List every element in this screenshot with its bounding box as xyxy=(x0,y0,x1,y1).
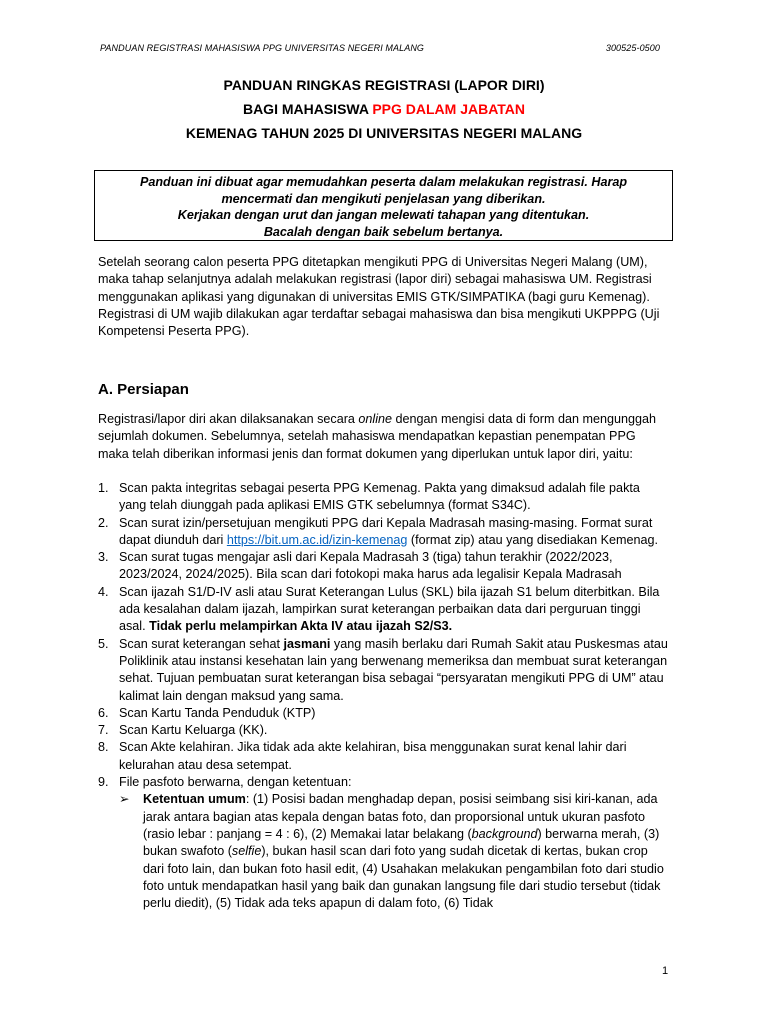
list-number: 4. xyxy=(98,584,109,599)
page-number: 1 xyxy=(662,965,669,977)
list-text-part: yang masih berlaku dari Rumah Sakit atau Puskesmas atau Poliklinik atau instansi kesehatan lain yang berwenang memeriksa dan membuat surat keterangan sehat. Tujuan pembuatan surat keterangan bisa sebagai “persyaratan mengikuti PPG di UM” atau kalimat lain dengan maksud yang sama. xyxy=(119,636,668,703)
list-number: 2. xyxy=(98,515,109,530)
running-header xyxy=(100,43,660,53)
sub-list-text xyxy=(143,791,670,912)
list-number: 6. xyxy=(98,705,109,720)
section-a-text-1: Registrasi/lapor diri akan dilaksanakan secara xyxy=(98,412,359,426)
list-text: Scan Kartu Tanda Penduduk (KTP) xyxy=(119,705,316,720)
list-number: 3. xyxy=(98,550,109,565)
section-a-text-2: dengan mengisi data di form dan mengunggah sejumlah dokumen. Sebelumnya, setelah mahasiswa mendapatkan kepastian penempatan PPG maka telah diberikan informasi jenis dan format dokumen yang diperlukan untuk lapor diri, yaitu: xyxy=(98,412,656,461)
title-line-2-highlight: PPG DALAM JABATAN xyxy=(372,101,526,117)
list-item xyxy=(98,705,670,722)
sub-list-item xyxy=(119,791,670,912)
list-text: Scan Akte kelahiran. Jika tidak ada akte kelahiran, bisa menggunakan surat kenal lahir dari kelurahan atau desa setempat. xyxy=(119,740,627,772)
list-text: Scan surat tugas mengajar asli dari Kepala Madrasah 3 (tiga) tahun terakhir (2022/2023, 2023/2024, 2024/2025). Bila scan dari fotokopi maka harus ada legalisir Kepala Madrasah xyxy=(119,550,622,582)
list-item xyxy=(98,549,670,584)
list-text xyxy=(119,636,670,705)
list-number: 1. xyxy=(98,481,109,495)
list-number: 9. xyxy=(98,775,109,790)
list-text-bold: Tidak perlu melampirkan Akta IV atau ijazah S2/S3. xyxy=(149,619,453,634)
section-a-paragraph xyxy=(98,411,668,463)
list-text xyxy=(119,515,670,550)
list-text xyxy=(119,584,670,636)
intro-paragraph: Setelah seorang calon peserta PPG ditetapkan mengikuti PPG di Universitas Negeri Malang (UM), maka tahap selanjutnya adalah melakukan registrasi (lapor diri) sebagai mahasiswa UM. Registrasi menggunakan aplikasi yang digunakan di universitas EMIS GTK/SIMPATIKA (bagi guru Kemenag). Registrasi di UM wajib dilakukan agar terdaftar sebagai mahasiswa dan bisa mengikuti UKPPPG (Uji Kompetensi Peserta PPG). xyxy=(98,255,660,339)
list-number: 7. xyxy=(98,723,109,738)
list-text-part: Scan surat keterangan sehat xyxy=(119,636,284,651)
izin-kemenag-link[interactable]: https://bit.um.ac.id/izin-kemenag xyxy=(226,532,408,547)
title-line-1: PANDUAN RINGKAS REGISTRASI (LAPOR DIRI) xyxy=(223,77,545,93)
sub-list-em: background xyxy=(471,826,538,841)
notice-line-1: Panduan ini dibuat agar memudahkan peserta dalam melakukan registrasi. Harap xyxy=(139,175,628,189)
list-text xyxy=(119,774,670,912)
list-number: 5. xyxy=(98,636,109,651)
list-text: Scan Kartu Keluarga (KK). xyxy=(119,723,268,738)
sub-list-bold: Ketentuan umum xyxy=(143,792,246,807)
document-list xyxy=(98,480,670,912)
section-a-heading: A. Persiapan xyxy=(98,381,189,398)
notice-line-2: mencermati dan mengikuti penjelasan yang diberikan. xyxy=(221,191,546,206)
sub-list-part: ), bukan hasil scan dari foto yang sudah dicetak di kertas, bukan crop dari foto lain, dan bukan foto hasil edit, (4) Usahakan melakukan pengambilan foto dari studio foto untuk mendapatkan hasil yang baik dan gunakan langsung file dari studio tersebut (tidak perlu diedit), (5) Tidak ada teks apapun di dalam foto, (6) Tidak xyxy=(143,844,664,911)
list-number: 8. xyxy=(98,740,109,755)
list-text-part: File pasfoto berwarna, dengan ketentuan: xyxy=(119,775,352,790)
section-a-online: online xyxy=(358,412,393,426)
list-text-part: Scan surat izin/persetujuan mengikuti PPG dari Kepala Madrasah masing-masing. Format surat dapat diunduh dari xyxy=(119,515,653,547)
list-item xyxy=(98,722,670,739)
list-text-bold: jasmani xyxy=(283,636,331,651)
sub-list-part: ) berwarna merah, (3) bukan swafoto ( xyxy=(143,826,660,859)
list-item xyxy=(98,774,670,912)
notice-box xyxy=(94,170,673,241)
list-item xyxy=(98,480,670,515)
notice-line-3: Kerjakan dengan urut dan jangan melewati tahapan yang ditentukan. xyxy=(177,208,590,223)
sub-list-em: selfie xyxy=(231,844,262,859)
list-item xyxy=(98,584,670,636)
list-text-part: (format zip) atau yang disediakan Kemenag. xyxy=(407,532,659,547)
title-line-2 xyxy=(96,101,672,117)
notice-line-4: Bacalah dengan baik sebelum bertanya. xyxy=(263,224,504,239)
arrow-bullet-icon: ➢ xyxy=(119,792,130,807)
sub-list-part: : (1) Posisi badan menghadap depan, posisi seimbang sisi kiri-kanan, ada jarak antara bagian atas kepala dengan batas foto, dan proporsional untuk ukuran pasfoto (rasio lebar : panjang = 4 : 6), (2) Memakai latar belakang ( xyxy=(143,792,658,841)
list-text-part: Scan ijazah S1/D-IV asli atau Surat Keterangan Lulus (SKL) bila ijazah S1 belum diterbitkan. Bila ada kesalahan dalam ijazah, lampirkan surat keterangan perbaikan data dari perguruan tinggi asal. xyxy=(119,584,660,634)
list-item xyxy=(98,739,670,774)
list-item xyxy=(98,636,670,705)
header-title: PANDUAN REGISTRASI MAHASISWA PPG UNIVERSITAS NEGERI MALANG xyxy=(100,43,425,53)
header-code: 300525-0500 xyxy=(605,43,660,53)
list-item xyxy=(98,515,670,550)
title-line-3: KEMENAG TAHUN 2025 DI UNIVERSITAS NEGERI MALANG xyxy=(185,125,583,141)
list-text: Scan pakta integritas sebagai peserta PPG Kemenag. Pakta yang dimaksud adalah file pakta yang telah diunggah pada aplikasi EMIS GTK sebelumnya (format S34C). xyxy=(119,481,640,513)
title-line-2-prefix: BAGI MAHASISWA xyxy=(242,101,373,117)
